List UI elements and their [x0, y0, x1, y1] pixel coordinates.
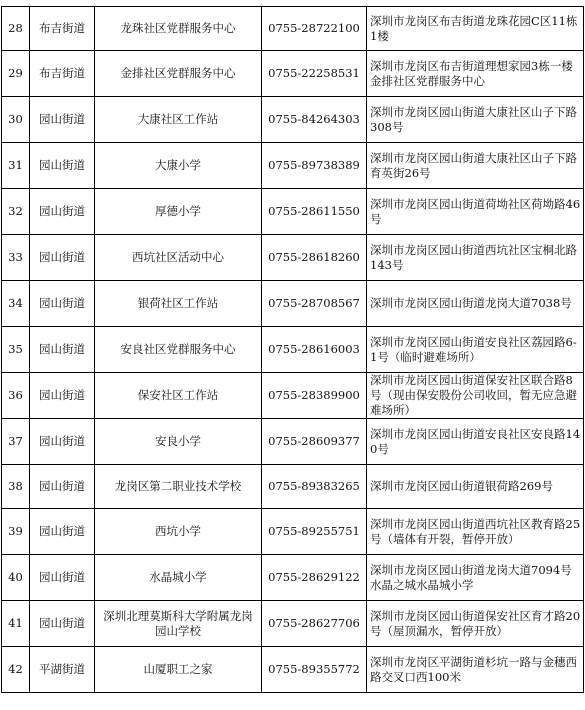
site-name-cell: 金排社区党群服务中心	[95, 51, 262, 97]
row-number: 38	[2, 465, 30, 509]
table-row	[2, 509, 584, 555]
address-cell	[367, 143, 584, 189]
phone-cell: 0755-89383265	[262, 465, 367, 509]
address-cell	[367, 97, 584, 143]
phone-cell: 0755-28722100	[262, 7, 367, 51]
street-cell: 园山街道	[30, 143, 95, 189]
street-cell: 园山街道	[30, 373, 95, 419]
address-cell	[367, 647, 584, 693]
street-cell: 园山街道	[30, 189, 95, 235]
table-row	[2, 7, 584, 51]
street-cell: 园山街道	[30, 555, 95, 601]
street-cell: 布吉街道	[30, 7, 95, 51]
site-name-cell: 厚德小学	[95, 189, 262, 235]
phone-cell: 0755-28616003	[262, 327, 367, 373]
address-text: 深圳市龙岗区园山街道龙岗大道7094号水晶之城水晶城小学	[370, 562, 572, 592]
table-row	[2, 281, 584, 327]
row-number: 31	[2, 143, 30, 189]
address-text: 深圳市龙岗区平湖街道杉坑一路与金穗西路交叉口西100米	[370, 654, 577, 684]
shelter-table	[1, 6, 584, 693]
table-row	[2, 97, 584, 143]
site-name-cell: 龙珠社区党群服务中心	[95, 7, 262, 51]
row-number: 41	[2, 601, 30, 647]
row-number: 29	[2, 51, 30, 97]
site-name-cell: 安良小学	[95, 419, 262, 465]
table-row	[2, 419, 584, 465]
address-cell	[367, 51, 584, 97]
phone-cell: 0755-22258531	[262, 51, 367, 97]
row-number: 42	[2, 647, 30, 693]
street-cell: 平湖街道	[30, 647, 95, 693]
phone-cell: 0755-89738389	[262, 143, 367, 189]
street-cell: 园山街道	[30, 327, 95, 373]
table-row	[2, 189, 584, 235]
table-row	[2, 373, 584, 419]
phone-cell: 0755-28618260	[262, 235, 367, 281]
row-number: 40	[2, 555, 30, 601]
address-text: 深圳市龙岗区园山街道保安社区育才路20号（屋顶漏水，暂停开放）	[370, 608, 581, 638]
table-row	[2, 327, 584, 373]
site-name-cell: 西坑社区活动中心	[95, 235, 262, 281]
row-number: 35	[2, 327, 30, 373]
street-cell: 园山街道	[30, 465, 95, 509]
phone-cell: 0755-84264303	[262, 97, 367, 143]
street-cell: 园山街道	[30, 419, 95, 465]
phone-cell: 0755-28629122	[262, 555, 367, 601]
address-cell	[367, 7, 584, 51]
site-name-cell: 深圳北理莫斯科大学附属龙岗园山学校	[95, 601, 262, 647]
address-cell	[367, 509, 584, 555]
phone-cell: 0755-28627706	[262, 601, 367, 647]
row-number: 28	[2, 7, 30, 51]
row-number: 34	[2, 281, 30, 327]
street-cell: 园山街道	[30, 509, 95, 555]
address-cell	[367, 419, 584, 465]
table-row	[2, 143, 584, 189]
address-text: 深圳市龙岗区园山街道银荷路269号	[370, 479, 553, 493]
site-name-cell: 山厦职工之家	[95, 647, 262, 693]
street-cell: 园山街道	[30, 601, 95, 647]
row-number: 30	[2, 97, 30, 143]
address-cell	[367, 601, 584, 647]
address-cell	[367, 281, 584, 327]
row-number: 37	[2, 419, 30, 465]
address-text: 深圳市龙岗区园山街道西坑社区宝桐北路143号	[370, 242, 577, 272]
address-cell	[367, 235, 584, 281]
address-text: 深圳市龙岗区园山街道大康社区山子下路育英街26号	[370, 150, 577, 180]
site-name-cell: 大康小学	[95, 143, 262, 189]
street-cell: 园山街道	[30, 235, 95, 281]
phone-cell: 0755-89355772	[262, 647, 367, 693]
phone-cell: 0755-28609377	[262, 419, 367, 465]
table-row	[2, 555, 584, 601]
site-name-cell: 安良社区党群服务中心	[95, 327, 262, 373]
row-number: 39	[2, 509, 30, 555]
site-name-cell: 银荷社区工作站	[95, 281, 262, 327]
address-cell	[367, 327, 584, 373]
address-text: 深圳市龙岗区园山街道荷坳社区荷坳路46号	[370, 196, 581, 226]
address-text: 深圳市龙岗区布吉街道理想家园3栋一楼金排社区党群服务中心	[370, 58, 573, 88]
site-name-cell: 龙岗区第二职业技术学校	[95, 465, 262, 509]
address-text: 深圳市龙岗区园山街道龙岗大道7038号	[370, 296, 572, 310]
address-text: 深圳市龙岗区园山街道保安社区联合路8号（现由保安股份公司收回，暂无应急避难场所）	[370, 373, 577, 417]
street-cell: 布吉街道	[30, 51, 95, 97]
phone-cell: 0755-28708567	[262, 281, 367, 327]
table-body	[2, 7, 584, 693]
address-text: 深圳市龙岗区园山街道安良社区荔园路6-1号（临时避难场所）	[370, 334, 577, 364]
address-cell	[367, 373, 584, 419]
table-row	[2, 601, 584, 647]
table-row	[2, 465, 584, 509]
site-name-cell: 水晶城小学	[95, 555, 262, 601]
table-row	[2, 51, 584, 97]
site-name-cell: 西坑小学	[95, 509, 262, 555]
table-row	[2, 647, 584, 693]
address-cell	[367, 555, 584, 601]
address-cell	[367, 189, 584, 235]
row-number: 33	[2, 235, 30, 281]
street-cell: 园山街道	[30, 281, 95, 327]
phone-cell: 0755-28611550	[262, 189, 367, 235]
street-cell: 园山街道	[30, 97, 95, 143]
address-cell	[367, 465, 584, 509]
address-text: 深圳市龙岗区园山街道安良社区安良路140号	[370, 426, 581, 456]
row-number: 36	[2, 373, 30, 419]
address-text: 深圳市龙岗区园山街道西坑社区教育路25号（墙体有开裂，暂停开放）	[370, 516, 581, 546]
site-name-cell: 保安社区工作站	[95, 373, 262, 419]
site-name-cell: 大康社区工作站	[95, 97, 262, 143]
address-text: 深圳市龙岗区园山街道大康社区山子下路308号	[370, 104, 577, 134]
phone-cell: 0755-28389900	[262, 373, 367, 419]
address-text: 深圳市龙岗区布吉街道龙珠花园C区11栋1楼	[370, 13, 578, 43]
phone-cell: 0755-89255751	[262, 509, 367, 555]
row-number: 32	[2, 189, 30, 235]
table-row	[2, 235, 584, 281]
